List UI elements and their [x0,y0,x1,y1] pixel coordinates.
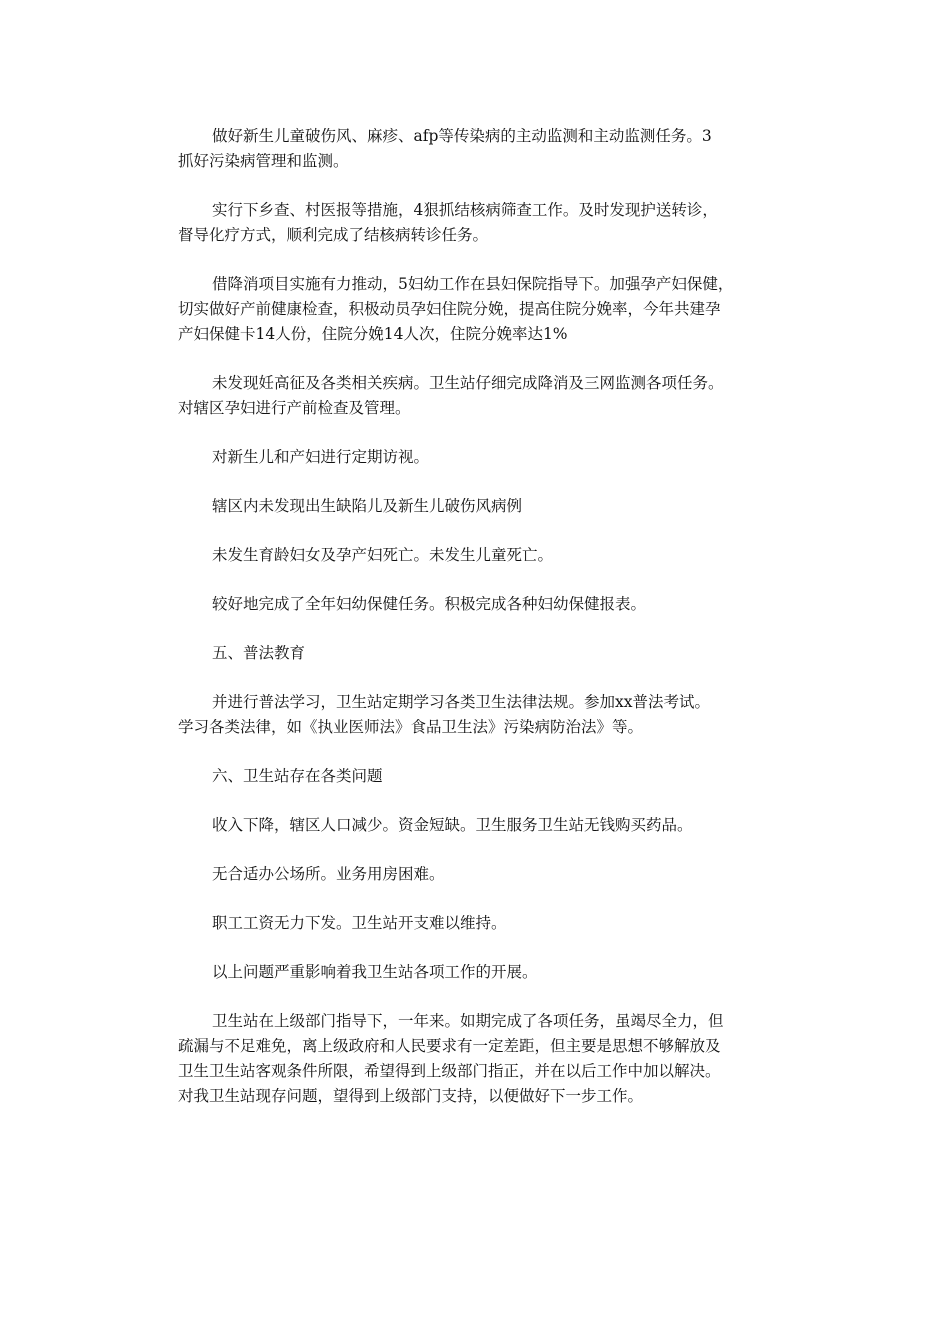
paragraph-3 [178,272,778,347]
paragraph-line: 职工工资无力下发。卫生站开支难以维持。 [212,914,507,932]
paragraph-line: 卫生卫生站客观条件所限，希望得到上级部门指正，并在以后工作中加以解决。 [178,1062,721,1080]
paragraph-line: 督导化疗方式，顺利完成了结核病转诊任务。 [178,226,489,244]
heading-text: 六、卫生站存在各类问题 [212,767,383,785]
paragraph-line: 借降消项目实施有力推动，5妇幼工作在县妇保院指导下。加强孕产妇保健， [212,275,734,293]
paragraph-6 [178,494,778,519]
section-heading-6 [178,764,778,789]
paragraph-line: 未发现妊高征及各类相关疾病。卫生站仔细完成降消及三网监测各项任务。 [212,374,724,392]
paragraph-line: 并进行普法学习，卫生站定期学习各类卫生法律法规。参加xx普法考试。 [212,693,710,711]
paragraph-12 [178,813,778,838]
paragraph-line: 抓好污染病管理和监测。 [178,152,349,170]
section-heading-5 [178,641,778,666]
paragraph-line: 学习各类法律，如《执业医师法》食品卫生法》污染病防治法》等。 [178,718,644,736]
paragraph-2 [178,198,778,248]
paragraph-line: 较好地完成了全年妇幼保健任务。积极完成各种妇幼保健报表。 [212,595,647,613]
paragraph-8 [178,592,778,617]
heading-text: 五、普法教育 [212,644,306,662]
paragraph-line: 实行下乡查、村医报等措施，4狠抓结核病筛查工作。及时发现护送转诊， [212,201,718,219]
paragraph-16 [178,1009,778,1109]
paragraph-line: 做好新生儿童破伤风、麻疹、afp等传染病的主动监测和主动监测任务。3 [212,127,712,145]
paragraph-5 [178,445,778,470]
paragraph-line: 收入下降，辖区人口减少。资金短缺。卫生服务卫生站无钱购买药品。 [212,816,693,834]
paragraph-line: 对我卫生站现存问题，望得到上级部门支持，以便做好下一步工作。 [178,1087,644,1105]
paragraph-line: 未发生育龄妇女及孕产妇死亡。未发生儿童死亡。 [212,546,554,564]
document-body [178,124,778,1133]
paragraph-line: 以上问题严重影响着我卫生站各项工作的开展。 [212,963,538,981]
paragraph-13 [178,862,778,887]
paragraph-15 [178,960,778,985]
paragraph-14 [178,911,778,936]
paragraph-line: 卫生站在上级部门指导下，一年来。如期完成了各项任务，虽竭尽全力，但 [212,1012,724,1030]
paragraph-line: 疏漏与不足难免，离上级政府和人民要求有一定差距，但主要是思想不够解放及 [178,1037,721,1055]
paragraph-line: 对新生儿和产妇进行定期访视。 [212,448,430,466]
paragraph-1 [178,124,778,174]
paragraph-line: 切实做好产前健康检查，积极动员孕妇住院分娩，提高住院分娩率，今年共建孕 [178,300,721,318]
paragraph-line: 无合适办公场所。业务用房困难。 [212,865,445,883]
paragraph-4 [178,371,778,421]
paragraph-line: 产妇保健卡14人份，住院分娩14人次，住院分娩率达1% [178,325,568,343]
paragraph-line: 对辖区孕妇进行产前检查及管理。 [178,399,411,417]
paragraph-7 [178,543,778,568]
paragraph-10 [178,690,778,740]
paragraph-line: 辖区内未发现出生缺陷儿及新生儿破伤风病例 [212,497,523,515]
